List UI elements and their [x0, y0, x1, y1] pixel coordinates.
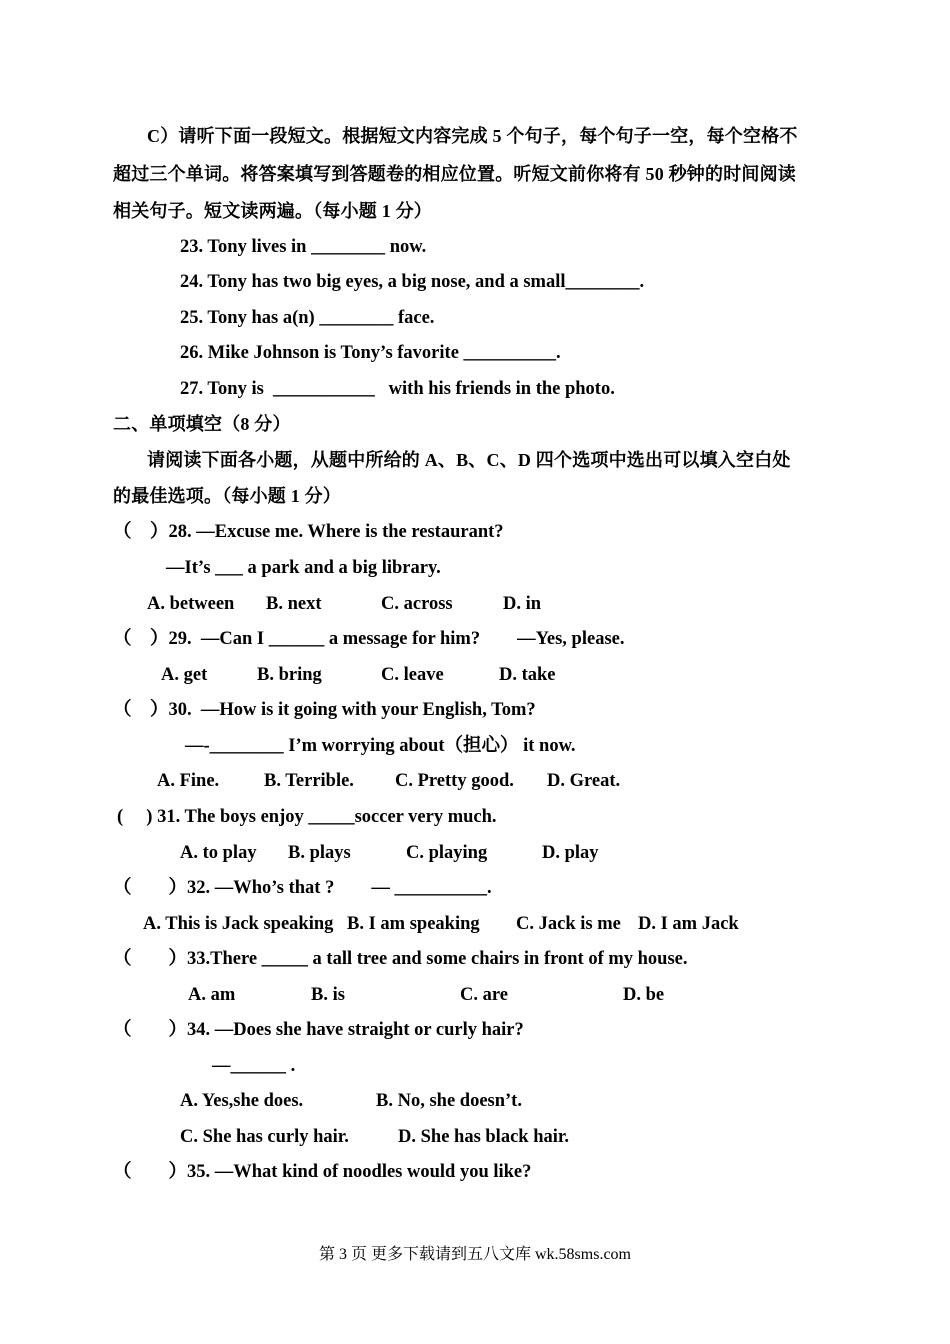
- q30-option-c: C. Pretty good.: [395, 771, 514, 791]
- item-24: 24. Tony has two big eyes, a big nose, and a small________.: [180, 272, 645, 292]
- q29-option-b: B. bring: [257, 665, 322, 685]
- item-26: 26. Mike Johnson is Tony’s favorite __________.: [180, 343, 561, 363]
- section-c-intro-line-3: 相关句子。短文读两遍。（每小题 1 分）: [113, 201, 432, 221]
- q33-option-a: A. am: [188, 985, 236, 1005]
- q28-option-d: D. in: [503, 594, 542, 614]
- q28-reply: —It’s ___ a park and a big library.: [166, 558, 441, 578]
- q32-option-c: C. Jack is me: [516, 914, 621, 934]
- section-c-intro-line-1: C）请听下面一段短文。根据短文内容完成 5 个句子，每个句子一空，每个空格不: [147, 126, 798, 146]
- q28-option-b: B. next: [266, 594, 322, 614]
- q32-option-d: D. I am Jack: [638, 914, 739, 934]
- item-23: 23. Tony lives in ________ now.: [180, 237, 427, 257]
- section-2-instructions-line-2: 的最佳选项。（每小题 1 分）: [113, 486, 341, 506]
- q31-stem: ( ) 31. The boys enjoy _____soccer very much.: [117, 807, 497, 827]
- q31-option-a: A. to play: [180, 843, 257, 863]
- q31-option-b: B. plays: [288, 843, 351, 863]
- q28-stem: （ ）28. —Excuse me. Where is the restaurant?: [113, 522, 504, 542]
- q29-option-a: A. get: [161, 665, 208, 685]
- section-c-intro-line-2: 超过三个单词。将答案填写到答题卷的相应位置。听短文前你将有 50 秒钟的时间阅读: [113, 164, 796, 184]
- q34-option-d: D. She has black hair.: [398, 1127, 570, 1147]
- item-25: 25. Tony has a(n) ________ face.: [180, 308, 435, 328]
- q34-option-c: C. She has curly hair.: [180, 1127, 349, 1147]
- q34-option-b: B. No, she doesn’t.: [376, 1091, 522, 1111]
- q29-option-d: D. take: [499, 665, 556, 685]
- q30-option-a: A. Fine.: [157, 771, 220, 791]
- q34-stem: （ ）34. —Does she have straight or curly hair?: [113, 1020, 524, 1040]
- q28-option-a: A. between: [147, 594, 235, 614]
- q33-option-c: C. are: [460, 985, 508, 1005]
- q31-option-c: C. playing: [406, 843, 488, 863]
- q30-option-d: D. Great.: [547, 771, 621, 791]
- q32-option-b: B. I am speaking: [347, 914, 480, 934]
- q35-stem: （ ）35. —What kind of noodles would you like?: [113, 1162, 532, 1182]
- section-2-heading: 二、单项填空（8 分）: [113, 414, 291, 434]
- q34-reply: —______ .: [212, 1056, 296, 1076]
- q33-option-b: B. is: [311, 985, 345, 1005]
- q34-option-a: A. Yes,she does.: [180, 1091, 304, 1111]
- q30-option-b: B. Terrible.: [264, 771, 354, 791]
- q32-option-a: A. This is Jack speaking: [143, 914, 334, 934]
- q30-reply: —-________ I’m worrying about（担心） it now.: [185, 736, 576, 756]
- q32-stem: （ ）32. —Who’s that ? — __________.: [113, 878, 492, 898]
- q31-option-d: D. play: [542, 843, 599, 863]
- item-27: 27. Tony is ___________ with his friends in the photo.: [180, 379, 615, 399]
- q28-option-c: C. across: [381, 594, 453, 614]
- q29-stem: （ ）29. —Can I ______ a message for him? —Yes, please.: [113, 629, 625, 649]
- q30-stem: （ ）30. —How is it going with your English, Tom?: [113, 700, 536, 720]
- section-2-instructions-line-1: 请阅读下面各小题，从题中所给的 A、B、C、D 四个选项中选出可以填入空白处: [147, 450, 791, 470]
- q33-option-d: D. be: [623, 985, 665, 1005]
- page-footer: 第 3 页 更多下载请到五八文库 wk.58sms.com: [318, 1246, 631, 1263]
- q33-stem: （ ）33.There _____ a tall tree and some chairs in front of my house.: [113, 949, 688, 969]
- q29-option-c: C. leave: [381, 665, 444, 685]
